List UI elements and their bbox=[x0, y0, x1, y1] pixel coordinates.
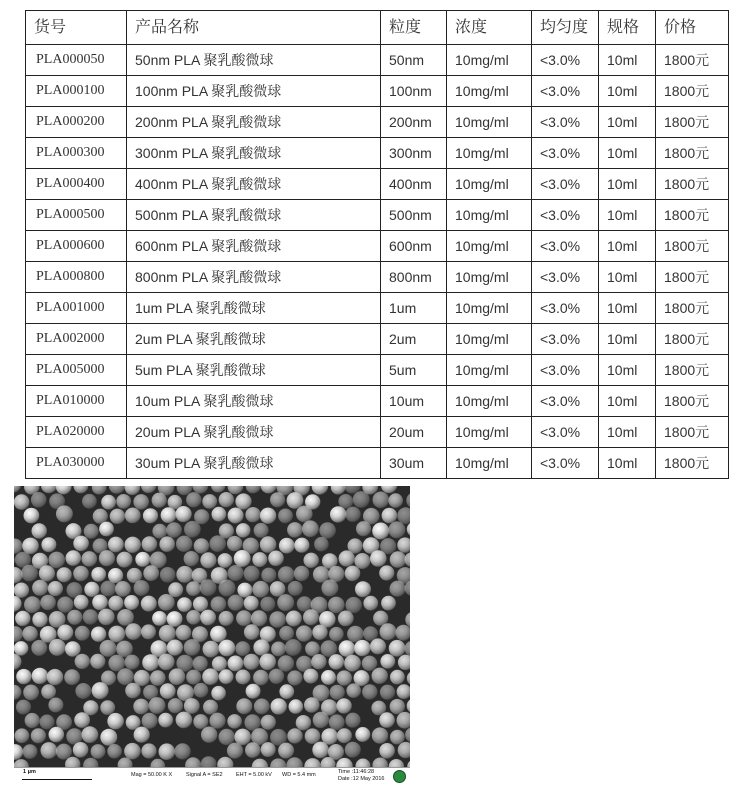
cell-particle-size: 1um bbox=[381, 293, 447, 324]
cell-concentration: 10mg/ml bbox=[447, 386, 532, 417]
cell-product-name: 30um PLA 聚乳酸微球 bbox=[127, 448, 381, 479]
table-header-row bbox=[26, 11, 729, 45]
cell-concentration: 10mg/ml bbox=[447, 262, 532, 293]
cell-price: 1800元 bbox=[656, 262, 729, 293]
table-row bbox=[26, 293, 729, 324]
cell-price: 1800元 bbox=[656, 200, 729, 231]
cell-specification: 10ml bbox=[599, 386, 656, 417]
sem-eht: EHT = 5.00 kV bbox=[236, 772, 272, 778]
cell-item-no: PLA000500 bbox=[26, 200, 127, 231]
cell-price: 1800元 bbox=[656, 355, 729, 386]
table-row bbox=[26, 138, 729, 169]
cell-specification: 10ml bbox=[599, 293, 656, 324]
cell-product-name: 100nm PLA 聚乳酸微球 bbox=[127, 76, 381, 107]
cell-item-no: PLA005000 bbox=[26, 355, 127, 386]
cell-concentration: 10mg/ml bbox=[447, 76, 532, 107]
cell-price: 1800元 bbox=[656, 386, 729, 417]
cell-uniformity: <3.0% bbox=[532, 293, 599, 324]
cell-particle-size: 300nm bbox=[381, 138, 447, 169]
cell-specification: 10ml bbox=[599, 76, 656, 107]
cell-specification: 10ml bbox=[599, 45, 656, 76]
cell-particle-size: 500nm bbox=[381, 200, 447, 231]
scale-bar bbox=[22, 779, 92, 780]
header-uniformity: 均匀度 bbox=[532, 11, 599, 45]
header-specification: 规格 bbox=[599, 11, 656, 45]
cell-particle-size: 30um bbox=[381, 448, 447, 479]
cell-item-no: PLA000200 bbox=[26, 107, 127, 138]
cell-product-name: 2um PLA 聚乳酸微球 bbox=[127, 324, 381, 355]
cell-item-no: PLA000800 bbox=[26, 262, 127, 293]
cell-uniformity: <3.0% bbox=[532, 231, 599, 262]
cell-concentration: 10mg/ml bbox=[447, 138, 532, 169]
cell-product-name: 20um PLA 聚乳酸微球 bbox=[127, 417, 381, 448]
cell-concentration: 10mg/ml bbox=[447, 107, 532, 138]
cell-concentration: 10mg/ml bbox=[447, 417, 532, 448]
cell-uniformity: <3.0% bbox=[532, 386, 599, 417]
cell-specification: 10ml bbox=[599, 355, 656, 386]
cell-uniformity: <3.0% bbox=[532, 324, 599, 355]
cell-item-no: PLA001000 bbox=[26, 293, 127, 324]
header-price: 价格 bbox=[656, 11, 729, 45]
header-item-no: 货号 bbox=[26, 11, 127, 45]
table-row bbox=[26, 231, 729, 262]
sem-micrograph bbox=[14, 486, 410, 784]
cell-specification: 10ml bbox=[599, 231, 656, 262]
table-row bbox=[26, 448, 729, 479]
cell-concentration: 10mg/ml bbox=[447, 200, 532, 231]
header-concentration: 浓度 bbox=[447, 11, 532, 45]
cell-item-no: PLA010000 bbox=[26, 386, 127, 417]
header-product-name: 产品名称 bbox=[127, 11, 381, 45]
cell-product-name: 1um PLA 聚乳酸微球 bbox=[127, 293, 381, 324]
table-row bbox=[26, 107, 729, 138]
cell-particle-size: 20um bbox=[381, 417, 447, 448]
cell-price: 1800元 bbox=[656, 138, 729, 169]
cell-particle-size: 100nm bbox=[381, 76, 447, 107]
microsphere-image bbox=[14, 486, 410, 768]
table-row bbox=[26, 45, 729, 76]
cell-product-name: 200nm PLA 聚乳酸微球 bbox=[127, 107, 381, 138]
cell-concentration: 10mg/ml bbox=[447, 45, 532, 76]
sem-signal: Signal A = SE2 bbox=[186, 772, 223, 778]
cell-uniformity: <3.0% bbox=[532, 262, 599, 293]
cell-uniformity: <3.0% bbox=[532, 76, 599, 107]
cell-specification: 10ml bbox=[599, 107, 656, 138]
cell-uniformity: <3.0% bbox=[532, 355, 599, 386]
cell-product-name: 5um PLA 聚乳酸微球 bbox=[127, 355, 381, 386]
cell-specification: 10ml bbox=[599, 138, 656, 169]
cell-item-no: PLA020000 bbox=[26, 417, 127, 448]
sem-info-bar bbox=[14, 767, 410, 784]
cell-concentration: 10mg/ml bbox=[447, 324, 532, 355]
cell-specification: 10ml bbox=[599, 417, 656, 448]
cell-particle-size: 600nm bbox=[381, 231, 447, 262]
cell-price: 1800元 bbox=[656, 45, 729, 76]
cell-item-no: PLA000600 bbox=[26, 231, 127, 262]
cell-particle-size: 200nm bbox=[381, 107, 447, 138]
table-row bbox=[26, 200, 729, 231]
sem-date: Date :12 May 2016 bbox=[338, 776, 385, 782]
cell-price: 1800元 bbox=[656, 169, 729, 200]
cell-item-no: PLA000050 bbox=[26, 45, 127, 76]
cell-concentration: 10mg/ml bbox=[447, 293, 532, 324]
cell-particle-size: 10um bbox=[381, 386, 447, 417]
cell-concentration: 10mg/ml bbox=[447, 231, 532, 262]
sem-wd: WD = 5.4 mm bbox=[282, 772, 316, 778]
cell-uniformity: <3.0% bbox=[532, 417, 599, 448]
cell-price: 1800元 bbox=[656, 324, 729, 355]
cell-concentration: 10mg/ml bbox=[447, 169, 532, 200]
cell-specification: 10ml bbox=[599, 200, 656, 231]
table-row bbox=[26, 355, 729, 386]
cell-item-no: PLA000100 bbox=[26, 76, 127, 107]
scale-bar-label: 1 μm bbox=[23, 769, 36, 775]
cell-item-no: PLA000300 bbox=[26, 138, 127, 169]
cell-price: 1800元 bbox=[656, 448, 729, 479]
cell-product-name: 400nm PLA 聚乳酸微球 bbox=[127, 169, 381, 200]
product-spec-table bbox=[25, 10, 729, 479]
cell-particle-size: 2um bbox=[381, 324, 447, 355]
cell-item-no: PLA000400 bbox=[26, 169, 127, 200]
cell-uniformity: <3.0% bbox=[532, 448, 599, 479]
sem-mag: Mag = 50.00 K X bbox=[131, 772, 173, 778]
cell-product-name: 50nm PLA 聚乳酸微球 bbox=[127, 45, 381, 76]
cell-item-no: PLA030000 bbox=[26, 448, 127, 479]
cell-particle-size: 800nm bbox=[381, 262, 447, 293]
cell-specification: 10ml bbox=[599, 262, 656, 293]
cell-product-name: 500nm PLA 聚乳酸微球 bbox=[127, 200, 381, 231]
cell-concentration: 10mg/ml bbox=[447, 448, 532, 479]
cell-uniformity: <3.0% bbox=[532, 200, 599, 231]
cell-uniformity: <3.0% bbox=[532, 138, 599, 169]
table-row bbox=[26, 417, 729, 448]
cell-price: 1800元 bbox=[656, 231, 729, 262]
table-row bbox=[26, 324, 729, 355]
cell-particle-size: 50nm bbox=[381, 45, 447, 76]
cell-particle-size: 400nm bbox=[381, 169, 447, 200]
cell-price: 1800元 bbox=[656, 107, 729, 138]
cell-uniformity: <3.0% bbox=[532, 107, 599, 138]
cell-price: 1800元 bbox=[656, 76, 729, 107]
cell-uniformity: <3.0% bbox=[532, 169, 599, 200]
sem-time: Time :11:46:28 bbox=[338, 769, 375, 775]
cell-product-name: 600nm PLA 聚乳酸微球 bbox=[127, 231, 381, 262]
cell-specification: 10ml bbox=[599, 448, 656, 479]
cell-product-name: 800nm PLA 聚乳酸微球 bbox=[127, 262, 381, 293]
cell-concentration: 10mg/ml bbox=[447, 355, 532, 386]
header-particle-size: 粒度 bbox=[381, 11, 447, 45]
cell-price: 1800元 bbox=[656, 293, 729, 324]
table-row bbox=[26, 169, 729, 200]
table-row bbox=[26, 262, 729, 293]
table-row bbox=[26, 386, 729, 417]
cell-specification: 10ml bbox=[599, 169, 656, 200]
cell-product-name: 10um PLA 聚乳酸微球 bbox=[127, 386, 381, 417]
cell-price: 1800元 bbox=[656, 417, 729, 448]
zeiss-logo-icon bbox=[393, 770, 406, 783]
table-row bbox=[26, 76, 729, 107]
cell-specification: 10ml bbox=[599, 324, 656, 355]
cell-particle-size: 5um bbox=[381, 355, 447, 386]
cell-product-name: 300nm PLA 聚乳酸微球 bbox=[127, 138, 381, 169]
cell-uniformity: <3.0% bbox=[532, 45, 599, 76]
cell-item-no: PLA002000 bbox=[26, 324, 127, 355]
